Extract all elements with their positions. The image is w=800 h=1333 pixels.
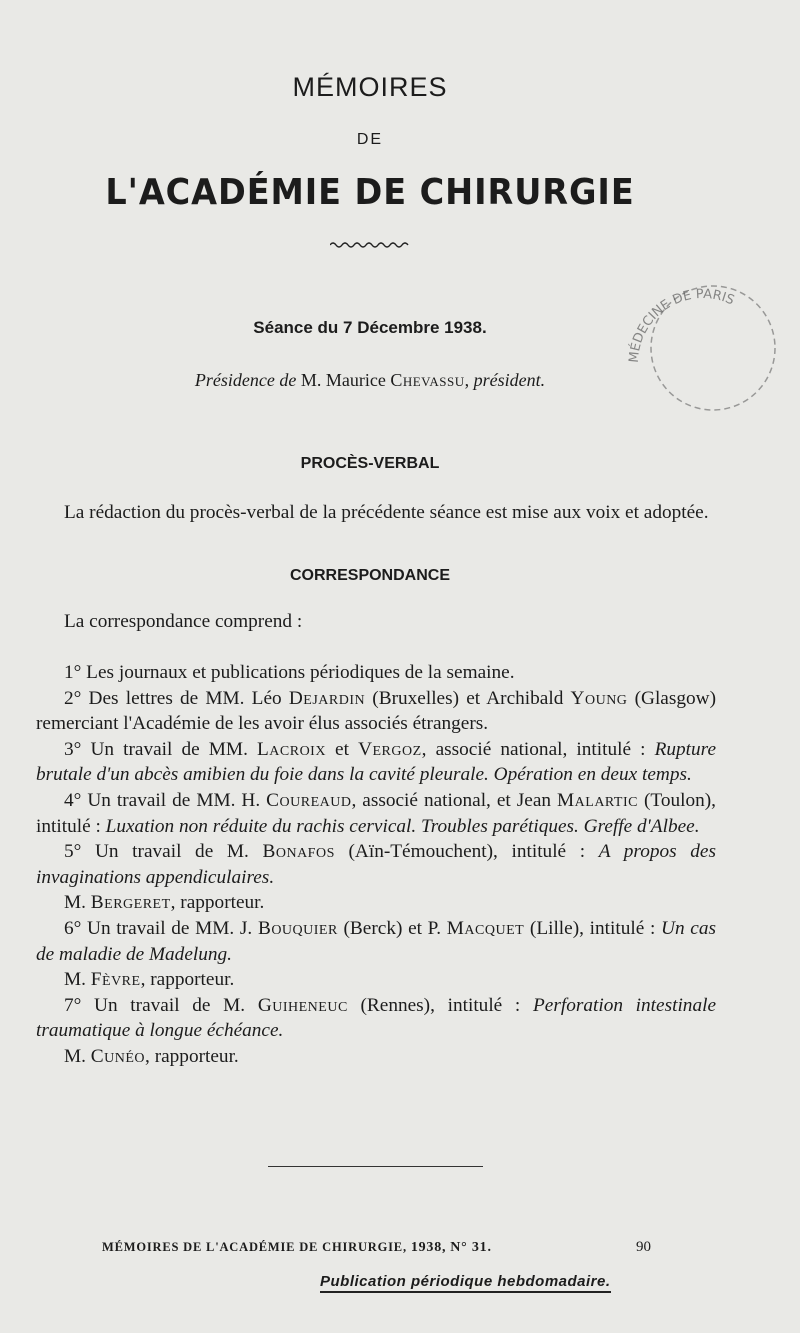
list-item: 4° Un travail de MM. H. Coureaud, associé national, et Jean Malartic (Toulon), intitulé : Luxation non réduite du rachis cervical. Troubles parétiques. Greffe d'Albee.	[36, 789, 716, 837]
rapporteur-line: M. Fèvre, rapporteur.	[64, 969, 235, 991]
footer-journal: MÉMOIRES DE L'ACADÉMIE DE CHIRURGIE, 1938, N° 31.	[102, 1240, 492, 1255]
list-item: 7° Un travail de M. Guiheneuc (Rennes), intitulé : Perforation intestinale traumatique à longue échéance.	[36, 994, 716, 1042]
list-item: 1° Les journaux et publications périodiques de la semaine.	[64, 662, 515, 683]
heading-memoires: MÉMOIRES	[292, 72, 448, 102]
session-date: Séance du 7 Décembre 1938.	[253, 318, 487, 337]
list-item: 6° Un travail de MM. J. Bouquier (Berck) et P. Macquet (Lille), intitulé : Un cas de maladie de Madelung.	[36, 917, 716, 965]
heading-de: DE	[356, 131, 384, 148]
heading-academie: L'ACADÉMIE DE CHIRURGIE	[105, 172, 635, 213]
divider	[268, 1166, 483, 1167]
rapporteur-line: M. Cunéo, rapporteur.	[64, 1045, 239, 1067]
list-item: 5° Un travail de M. Bonafos (Aïn-Témouchent), intitulé : A propos des invaginations appendiculaires.	[36, 841, 716, 888]
rapporteur-line: M. Bergeret, rapporteur.	[64, 892, 265, 914]
correspondance-list	[36, 660, 716, 1070]
svg-text:MÉDECINE DE PARIS: MÉDECINE DE PARIS	[626, 286, 737, 364]
list-item: 2° Des lettres de MM. Léo Dejardin (Bruxelles) et Archibald Young (Glasgow) remerciant l'Académie de les avoir élus associés étrangers.	[36, 687, 716, 735]
list-item: 3° Un travail de MM. Lacroix et Vergoz, associé national, intitulé : Rupture brutale d'un abcès amibien du foie dans la cavité pleurale. Opération en deux temps.	[36, 738, 717, 786]
proces-verbal-paragraph: La rédaction du procès-verbal de la précédente séance est mise aux voix et adoptée.	[64, 502, 709, 523]
library-stamp-icon	[618, 268, 778, 418]
wavy-ornament	[330, 240, 410, 250]
correspondance-heading: CORRESPONDANCE	[289, 567, 450, 584]
presidency-line: Présidence de M. Maurice Chevassu, président.	[194, 370, 546, 390]
publication-note: Publication périodique hebdomadaire.	[320, 1273, 611, 1293]
correspondance-intro: La correspondance comprend :	[64, 611, 303, 632]
page-number: 90	[636, 1239, 651, 1255]
proces-verbal-heading: PROCÈS-VERBAL	[300, 455, 440, 472]
